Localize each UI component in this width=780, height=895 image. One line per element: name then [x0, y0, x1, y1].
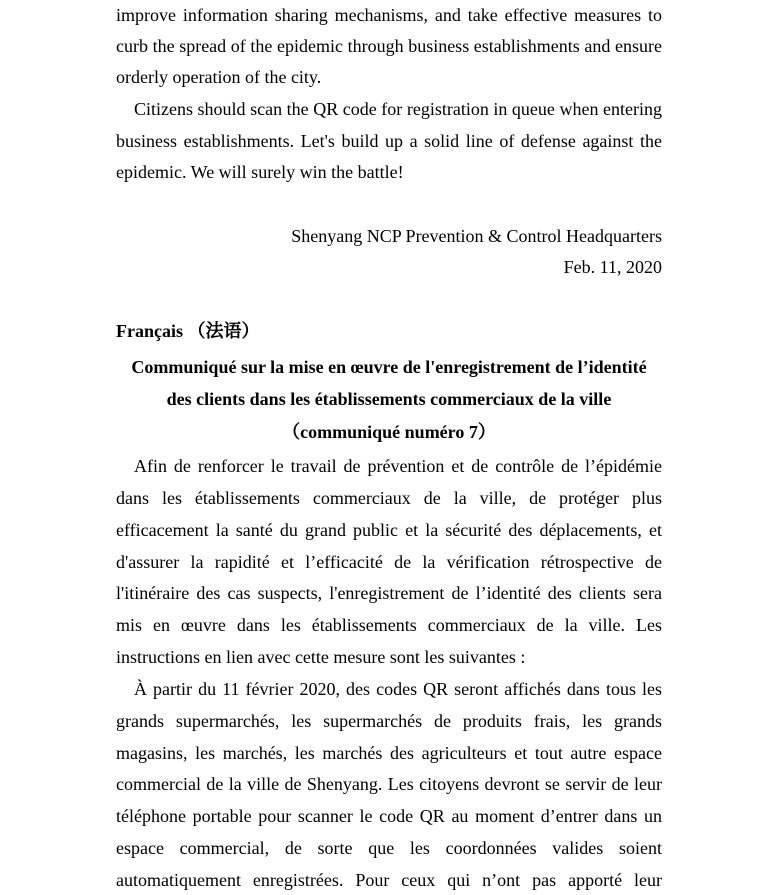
french-paragraph-line: instructions en lien avec cette mesure sont les suivantes : [116, 647, 526, 667]
french-paragraph-line: magasins, les marchés, les marchés des agriculteurs et tout autre espace [116, 743, 662, 763]
french-paragraph-line: téléphone portable pour scanner le code QR au moment d’entrer dans un [116, 806, 662, 826]
french-paragraph-line: mis en œuvre dans les établissements commerciaux de la ville. Les [116, 615, 662, 635]
english-paragraph-line: business establishments. Let's build up a solid line of defense against the [116, 131, 662, 151]
signature-organization: Shenyang NCP Prevention & Control Headquarters [291, 226, 662, 246]
french-paragraph-line: d'assurer la rapidité et l’efficacité de la vérification rétrospective de [116, 552, 662, 572]
french-paragraph-line: grands supermarchés, les supermarchés de produits frais, les grands [116, 711, 662, 731]
french-paragraph-line: automatiquement enregistrées. Pour ceux qui n’ont pas apporté leur [116, 870, 662, 890]
french-paragraph-line: commercial de la ville de Shenyang. Les citoyens devront se servir de leur [116, 774, 662, 794]
french-paragraph-line: Afin de renforcer le travail de prévention et de contrôle de l’épidémie [134, 456, 662, 476]
english-paragraph-line: improve information sharing mechanisms, and take effective measures to [116, 5, 662, 25]
document-title-line: des clients dans les établissements commerciaux de la ville [166, 389, 612, 409]
document-subtitle: （communiqué numéro 7） [282, 422, 496, 442]
english-paragraph-line: curb the spread of the epidemic through business establishments and ensure [116, 36, 662, 56]
section-heading: Français （法语） [116, 321, 260, 341]
french-paragraph-line: À partir du 11 février 2020, des codes QR seront affichés dans tous les [134, 679, 662, 699]
french-paragraph-line: efficacement la santé du grand public et la sécurité des déplacements, et [116, 520, 662, 540]
document-title-line: Communiqué sur la mise en œuvre de l'enregistrement de l’identité [131, 357, 647, 377]
french-paragraph-line: l'itinéraire des cas suspects, l'enregistrement de l’identité des clients sera [116, 583, 662, 603]
signature-date: Feb. 11, 2020 [563, 257, 662, 277]
english-paragraph-line: epidemic. We will surely win the battle! [116, 162, 404, 182]
english-paragraph-line: orderly operation of the city. [116, 67, 322, 87]
french-paragraph-line: dans les établissements commerciaux de la ville, de protéger plus [116, 488, 662, 508]
french-paragraph-line: espace commercial, de sorte que les coordonnées valides soient [116, 838, 662, 858]
english-paragraph-line: Citizens should scan the QR code for registration in queue when entering [134, 99, 662, 119]
